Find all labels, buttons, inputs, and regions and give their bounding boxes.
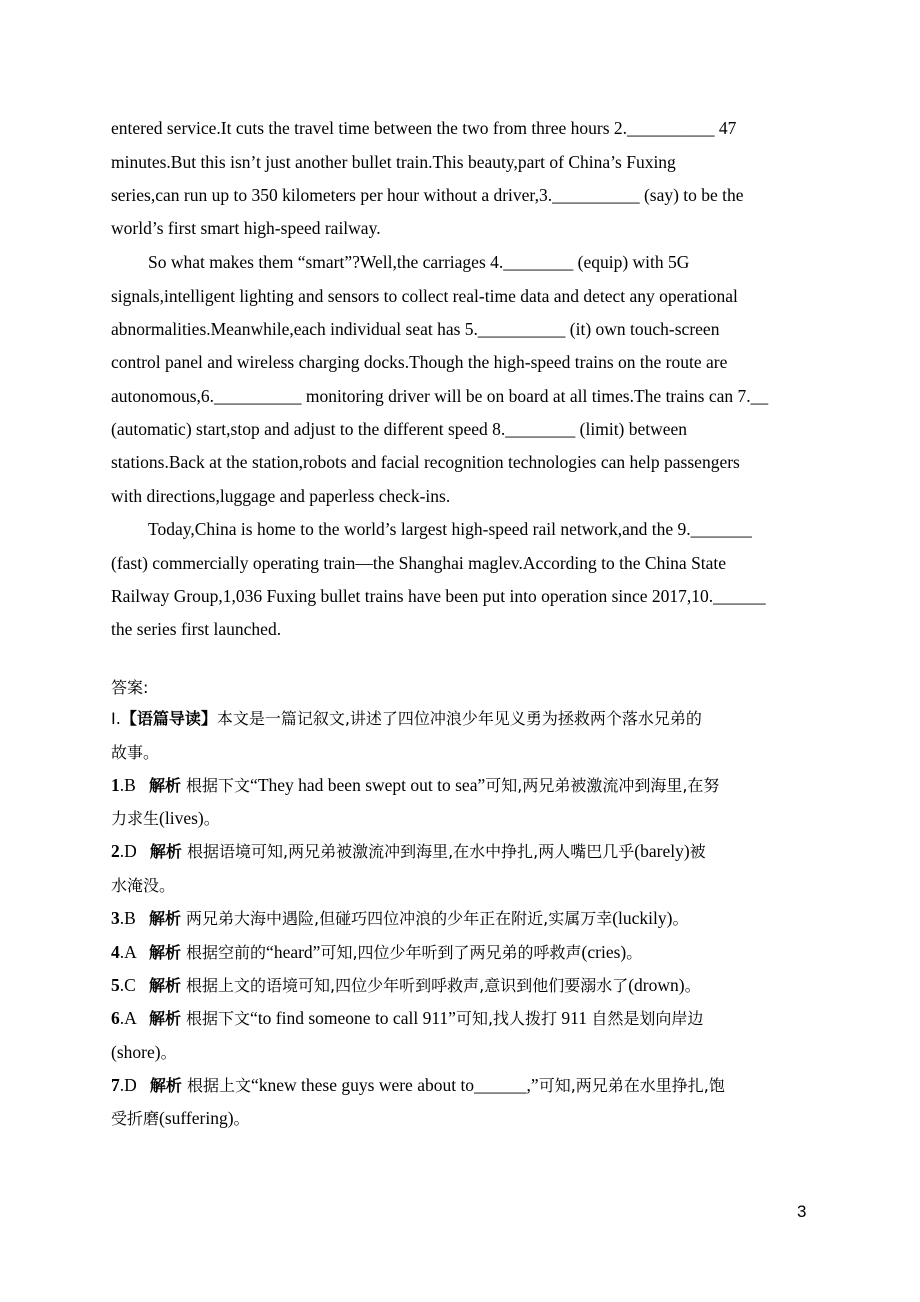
passage-line xyxy=(111,585,766,607)
text-segment: 故事。 xyxy=(111,743,160,762)
answer-line xyxy=(111,941,642,964)
text-segment: 7 xyxy=(111,1075,120,1095)
answer-line xyxy=(111,676,148,699)
text-segment: 解析 xyxy=(149,1076,182,1095)
answer-line xyxy=(111,840,706,863)
text-segment: 6 xyxy=(111,1008,120,1028)
text-segment: (lives) xyxy=(159,808,204,828)
text-segment: abnormalities.Meanwhile,each individual seat has 5.__________ (it) own touch-screen xyxy=(111,319,720,339)
text-segment: (cries) xyxy=(581,942,627,962)
answer-line xyxy=(111,1107,250,1130)
answer-line xyxy=(111,874,175,897)
text-segment: series,can run up to 350 kilometers per hour without a driver,3.__________ (say) to be the xyxy=(111,185,744,205)
text-segment: Today,China is home to the world’s largest high-speed rail network,and the 9._______ xyxy=(148,519,752,539)
text-segment: 。 xyxy=(203,809,220,828)
text-segment: (suffering) xyxy=(159,1108,234,1128)
text-segment: 根据上文 xyxy=(181,1076,251,1095)
text-segment: So what makes them “smart”?Well,the carriages 4.________ (equip) with 5G xyxy=(148,252,690,272)
text-segment: 。 xyxy=(160,1043,177,1062)
text-segment: 5 xyxy=(111,975,120,995)
text-segment: “heard” xyxy=(266,942,321,962)
text-segment: 答案: xyxy=(111,678,149,697)
passage-line xyxy=(111,485,450,507)
passage-line xyxy=(111,385,768,407)
answer-line xyxy=(111,1074,725,1097)
answer-line xyxy=(111,807,220,830)
text-segment: 根据空前的 xyxy=(180,943,267,962)
text-segment: 根据下文 xyxy=(180,1009,251,1028)
text-segment: 两兄弟大海中遇险,但碰巧四位冲浪的少年正在附近,实属万幸 xyxy=(180,909,613,928)
text-segment: .C xyxy=(119,975,149,995)
text-segment: autonomous,6.__________ monitoring driver will be on board at all times.The trains can 7.__ xyxy=(111,386,769,406)
text-segment: 根据上文的语境可知,四位少年听到呼救声,意识到他们要溺水了 xyxy=(180,976,629,995)
text-segment: 根据下文 xyxy=(180,776,251,795)
text-segment: 解析 xyxy=(148,976,181,995)
answer-line xyxy=(111,974,701,997)
text-segment: 。 xyxy=(672,909,689,928)
passage-line xyxy=(111,217,381,239)
answer-line xyxy=(111,1041,177,1064)
passage-line xyxy=(111,184,744,206)
text-segment: 4 xyxy=(111,942,120,962)
text-segment: 1 xyxy=(111,775,120,795)
text-segment: .B xyxy=(119,775,149,795)
text-segment: (fast) commercially operating train—the Shanghai maglev.According to the China State xyxy=(111,553,727,573)
text-segment: 被 xyxy=(689,842,706,861)
passage-line xyxy=(111,151,676,173)
text-segment: 2 xyxy=(111,841,120,861)
passage-line xyxy=(111,285,738,307)
passage-line xyxy=(111,618,281,640)
text-segment: (drown) xyxy=(628,975,685,995)
passage-line xyxy=(111,117,736,139)
text-segment: 。 xyxy=(233,1109,250,1128)
text-segment: 。 xyxy=(684,976,701,995)
passage-line xyxy=(111,318,719,340)
text-segment: .B xyxy=(119,908,149,928)
text-segment: “to find someone to call 911” xyxy=(250,1008,456,1028)
text-segment: 911 xyxy=(557,1008,592,1028)
passage-line xyxy=(111,451,740,473)
text-segment: 受折磨 xyxy=(111,1109,160,1128)
text-segment: 可知,两兄弟在水里挣扎,饱 xyxy=(538,1076,725,1095)
text-segment: 本文是一篇记叙文,讲述了四位冲浪少年见义勇为拯救两个落水兄弟的 xyxy=(216,709,702,728)
text-segment: (shore) xyxy=(111,1042,161,1062)
text-segment: .D xyxy=(119,841,150,861)
answer-line xyxy=(111,907,689,930)
page-number: 3 xyxy=(797,1202,807,1221)
text-segment: 根据语境可知,两兄弟被激流冲到海里,在水中挣扎,两人嘴巴几乎 xyxy=(181,842,635,861)
answer-line xyxy=(111,774,719,797)
text-segment: the series first launched. xyxy=(111,619,282,639)
text-segment: 水淹没。 xyxy=(111,876,176,895)
text-segment: minutes.But this isn’t just another bullet train.This beauty,part of China’s Fuxing xyxy=(111,152,676,172)
text-segment: 可知,找人拨打 xyxy=(455,1009,558,1028)
text-segment: Ⅰ. xyxy=(111,709,121,728)
text-segment: 解析 xyxy=(149,842,182,861)
text-segment: with directions,luggage and paperless check-ins. xyxy=(111,486,451,506)
text-segment: 自然是划向岸边 xyxy=(591,1009,704,1028)
answer-line xyxy=(111,1007,703,1030)
text-segment: 解析 xyxy=(148,943,181,962)
passage-line xyxy=(111,552,726,574)
text-segment: world’s first smart high-speed railway. xyxy=(111,218,381,238)
text-segment: (luckily) xyxy=(612,908,673,928)
text-segment: stations.Back at the station,robots and facial recognition technologies can help passengers xyxy=(111,452,740,472)
text-segment: 可知,四位少年听到了两兄弟的呼救声 xyxy=(320,943,582,962)
text-segment: .D xyxy=(119,1075,150,1095)
text-segment: 3 xyxy=(111,908,120,928)
text-segment: signals,intelligent lighting and sensors to collect real-time data and detect any operational xyxy=(111,286,738,306)
text-segment: .A xyxy=(119,1008,149,1028)
text-segment: 解析 xyxy=(148,1009,181,1028)
passage-line xyxy=(111,351,727,373)
text-segment: “They had been swept out to sea” xyxy=(250,775,486,795)
text-segment: (barely) xyxy=(634,841,690,861)
text-segment: 解析 xyxy=(148,909,181,928)
text-segment: 【语篇导读】 xyxy=(120,709,217,728)
text-segment: 可知,两兄弟被激流冲到海里,在努 xyxy=(485,776,720,795)
text-segment: .A xyxy=(119,942,149,962)
passage-line xyxy=(148,518,752,540)
text-segment: entered service.It cuts the travel time between the two from three hours 2.__________ 47 xyxy=(111,118,737,138)
text-segment: control panel and wireless charging docks.Though the high-speed trains on the route are xyxy=(111,352,728,372)
answer-line xyxy=(111,741,159,764)
text-segment: 解析 xyxy=(148,776,181,795)
text-segment: (automatic) start,stop and adjust to the different speed 8.________ (limit) between xyxy=(111,419,688,439)
text-segment: “knew these guys were about to______,” xyxy=(251,1075,539,1095)
answer-line xyxy=(111,707,702,730)
text-segment: Railway Group,1,036 Fuxing bullet trains have been put into operation since 2017,10.______ xyxy=(111,586,766,606)
passage-line xyxy=(148,251,689,273)
text-segment: 。 xyxy=(626,943,643,962)
text-segment: 力求生 xyxy=(111,809,160,828)
passage-line xyxy=(111,418,687,440)
